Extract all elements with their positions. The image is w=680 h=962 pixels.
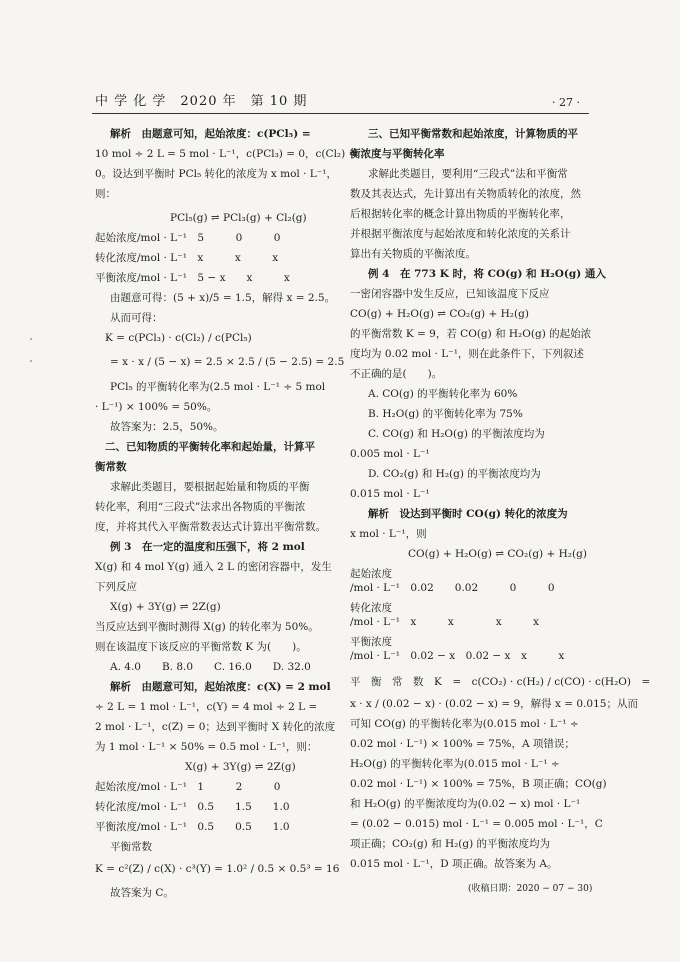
example-title: 例 3 在一定的温度和压强下，将 2 mol [110, 541, 305, 553]
table-row-change: /mol · L⁻¹ x x x x [350, 616, 540, 628]
body-line: 一密闭容器中发生反应，已知该温度下反应 [350, 288, 550, 300]
body-line: 则在该温度下该反应的平衡常数 K 为( )。 [95, 641, 307, 653]
option-d: D. CO₂(g) 和 H₂(g) 的平衡浓度均为 [368, 468, 541, 480]
equilibrium-constant-calc: K = c²(Z) / c(X) · c³(Y) = 1.0² / 0.5 × 0.5³ = 16 [95, 863, 340, 875]
page-number: · 27 · [552, 96, 580, 109]
table-row-equilibrium: 平衡浓度/mol · L⁻¹ 5 − x x x [95, 272, 290, 284]
body-line: 和 H₂O(g) 的平衡浓度均为(0.02 − x) mol · L⁻¹ [350, 798, 581, 810]
body-line: 求解此类题目，要利用“三段式”法和平衡常 [368, 168, 568, 180]
table-row-initial: 起始浓度/mol · L⁻¹ 5 0 0 [95, 232, 281, 244]
answer-line: 故答案为 C。 [110, 887, 174, 899]
body-line: 下列反应 [95, 581, 137, 593]
body-line: X(g) 和 4 mol Y(g) 通入 2 L 的密闭容器中，发生 [95, 561, 332, 573]
table-label: 转化浓度 [350, 602, 392, 614]
body-line: 当反应达到平衡时测得 X(g) 的转化率为 50%。 [95, 621, 319, 633]
body-line: 0。设达到平衡时 PCl₅ 转化的浓度为 x mol · L⁻¹， [95, 168, 337, 180]
body-line: · L⁻¹) × 100% = 50%。 [95, 401, 218, 413]
section-heading: 三、已知平衡常数和起始浓度，计算物质的平 [368, 128, 578, 140]
reaction-equation: CO(g) + H₂O(g) ⇌ CO₂(g) + H₂(g) [350, 308, 529, 320]
option-d-cont: 0.015 mol · L⁻¹ [350, 488, 430, 500]
table-row-change: 转化浓度/mol · L⁻¹ 0.5 1.5 1.0 [95, 801, 290, 813]
answer-options: A. 4.0 B. 8.0 C. 16.0 D. 32.0 [110, 661, 311, 673]
body-line: 转化率，利用“三段式”法求出各物质的平衡浓 [95, 501, 306, 513]
body-line: 0.02 mol · L⁻¹) × 100% = 75%，B 项正确；CO(g) [350, 778, 607, 790]
equilibrium-constant-formula: K = c(PCl₃) · c(Cl₂) / c(PCl₅) [105, 332, 252, 344]
reaction-equation: X(g) + 3Y(g) ⇌ 2Z(g) [110, 601, 221, 613]
option-b: B. H₂O(g) 的平衡转化率为 75% [368, 408, 523, 420]
table-row-change: 转化浓度/mol · L⁻¹ x x x [95, 252, 279, 264]
body-line: 平衡常数 [110, 841, 152, 853]
body-line: 不正确的是( )。 [350, 368, 443, 380]
reaction-equation: CO(g) + H₂O(g) ⇌ CO₂(g) + H₂(g) [408, 548, 587, 560]
equilibrium-constant-calc: = x · x / (5 − x) = 2.5 × 2.5 / (5 − 2.5) = 2.5 [110, 356, 345, 368]
body-line: x mol · L⁻¹，则 [350, 528, 427, 540]
journal-header: 中 学 化 学 2020 年 第 10 期 [95, 94, 308, 109]
answer-line: 故答案为：2.5，50%。 [110, 421, 224, 433]
body-line: H₂O(g) 的平衡转化率为(0.015 mol · L⁻¹ ÷ [350, 758, 560, 770]
option-a: A. CO(g) 的平衡转化率为 60% [368, 388, 518, 400]
body-line: 从而可得： [110, 312, 163, 324]
body-line: 可知 CO(g) 的平衡转化率为(0.015 mol · L⁻¹ ÷ [350, 718, 579, 730]
example-title: 例 4 在 773 K 时，将 CO(g) 和 H₂O(g) 通入 [368, 268, 606, 280]
analysis-line: 解析 由题意可知，起始浓度：c(X) = 2 mol [110, 681, 331, 693]
reaction-equation: PCl₅(g) ⇌ PCl₃(g) + Cl₂(g) [170, 212, 307, 224]
body-line: 度，并将其代入平衡常数表达式计算出平衡常数。 [95, 521, 326, 533]
body-line: 则： [95, 188, 116, 200]
analysis-line: 解析 设达到平衡时 CO(g) 转化的浓度为 [368, 508, 568, 520]
header-rule [92, 113, 589, 114]
option-c-cont: 0.005 mol · L⁻¹ [350, 448, 430, 460]
section-heading: 衡常数 [95, 461, 127, 473]
table-row-equilibrium: /mol · L⁻¹ 0.02 − x 0.02 − x x x [350, 650, 565, 662]
body-line: 后根据转化率的概念计算出物质的平衡转化率， [350, 208, 571, 220]
answer-line: 0.015 mol · L⁻¹，D 项正确。故答案为 A。 [350, 858, 558, 870]
body-line: 由题意可得：(5 + x)/5 = 1.5，解得 x = 2.5。 [110, 292, 336, 304]
body-line: 项正确；CO₂(g) 和 H₂(g) 的平衡浓度均为 [350, 838, 551, 850]
body-line: 0.02 mol · L⁻¹) × 100% = 75%，A 项错误； [350, 738, 575, 750]
body-line: 2 mol · L⁻¹，c(Z) = 0；达到平衡时 X 转化的浓度 [95, 721, 336, 733]
scan-speck [30, 360, 32, 362]
equilibrium-constant-calc: x · x / (0.02 − x) · (0.02 − x) = 9，解得 x = 0.015；从而 [350, 698, 638, 710]
body-line: ÷ 2 L = 1 mol · L⁻¹，c(Y) = 4 mol ÷ 2 L = [95, 701, 318, 713]
body-line: 的平衡常数 K = 9，若 CO(g) 和 H₂O(g) 的起始浓 [350, 328, 592, 340]
body-line: 为 1 mol · L⁻¹ × 50% = 0.5 mol · L⁻¹，则： [95, 741, 318, 753]
section-heading: 衡浓度与平衡转化率 [350, 148, 445, 160]
received-date: (收稿日期：2020 − 07 − 30) [468, 884, 593, 894]
option-c: C. CO(g) 和 H₂O(g) 的平衡浓度均为 [368, 428, 545, 440]
analysis-line: 解析 由题意可知，起始浓度：c(PCl₅) = [110, 128, 311, 140]
table-row-initial: 起始浓度/mol · L⁻¹ 1 2 0 [95, 781, 281, 793]
equilibrium-constant-formula: 平 衡 常 数 K = c(CO₂) · c(H₂) / c(CO) · c(H₂O) = [350, 676, 651, 688]
table-label: 平衡浓度 [350, 636, 392, 648]
table-row-equilibrium: 平衡浓度/mol · L⁻¹ 0.5 0.5 1.0 [95, 821, 290, 833]
table-label: 起始浓度 [350, 568, 392, 580]
table-row-initial: /mol · L⁻¹ 0.02 0.02 0 0 [350, 582, 555, 594]
reaction-equation: X(g) + 3Y(g) ⇌ 2Z(g) [185, 761, 296, 773]
body-line: 并根据平衡浓度与起始浓度和转化浓度的关系计 [350, 228, 571, 240]
body-line: 求解此类题目，要根据起始量和物质的平衡 [110, 481, 310, 493]
body-line: 10 mol ÷ 2 L = 5 mol · L⁻¹，c(PCl₃) = 0，c(Cl₂) = [95, 148, 358, 160]
body-line: = (0.02 − 0.015) mol · L⁻¹ = 0.005 mol · L⁻¹，C [350, 818, 603, 830]
body-line: PCl₅ 的平衡转化率为(2.5 mol · L⁻¹ ÷ 5 mol [110, 381, 326, 393]
body-line: 数及其表达式，先计算出有关物质转化的浓度，然 [350, 188, 581, 200]
section-heading: 二、已知物质的平衡转化率和起始量，计算平 [105, 441, 315, 453]
scan-speck [30, 338, 32, 340]
body-line: 度均为 0.02 mol · L⁻¹，则在此条件下，下列叙述 [350, 348, 584, 360]
body-line: 算出有关物质的平衡浓度。 [350, 248, 476, 260]
